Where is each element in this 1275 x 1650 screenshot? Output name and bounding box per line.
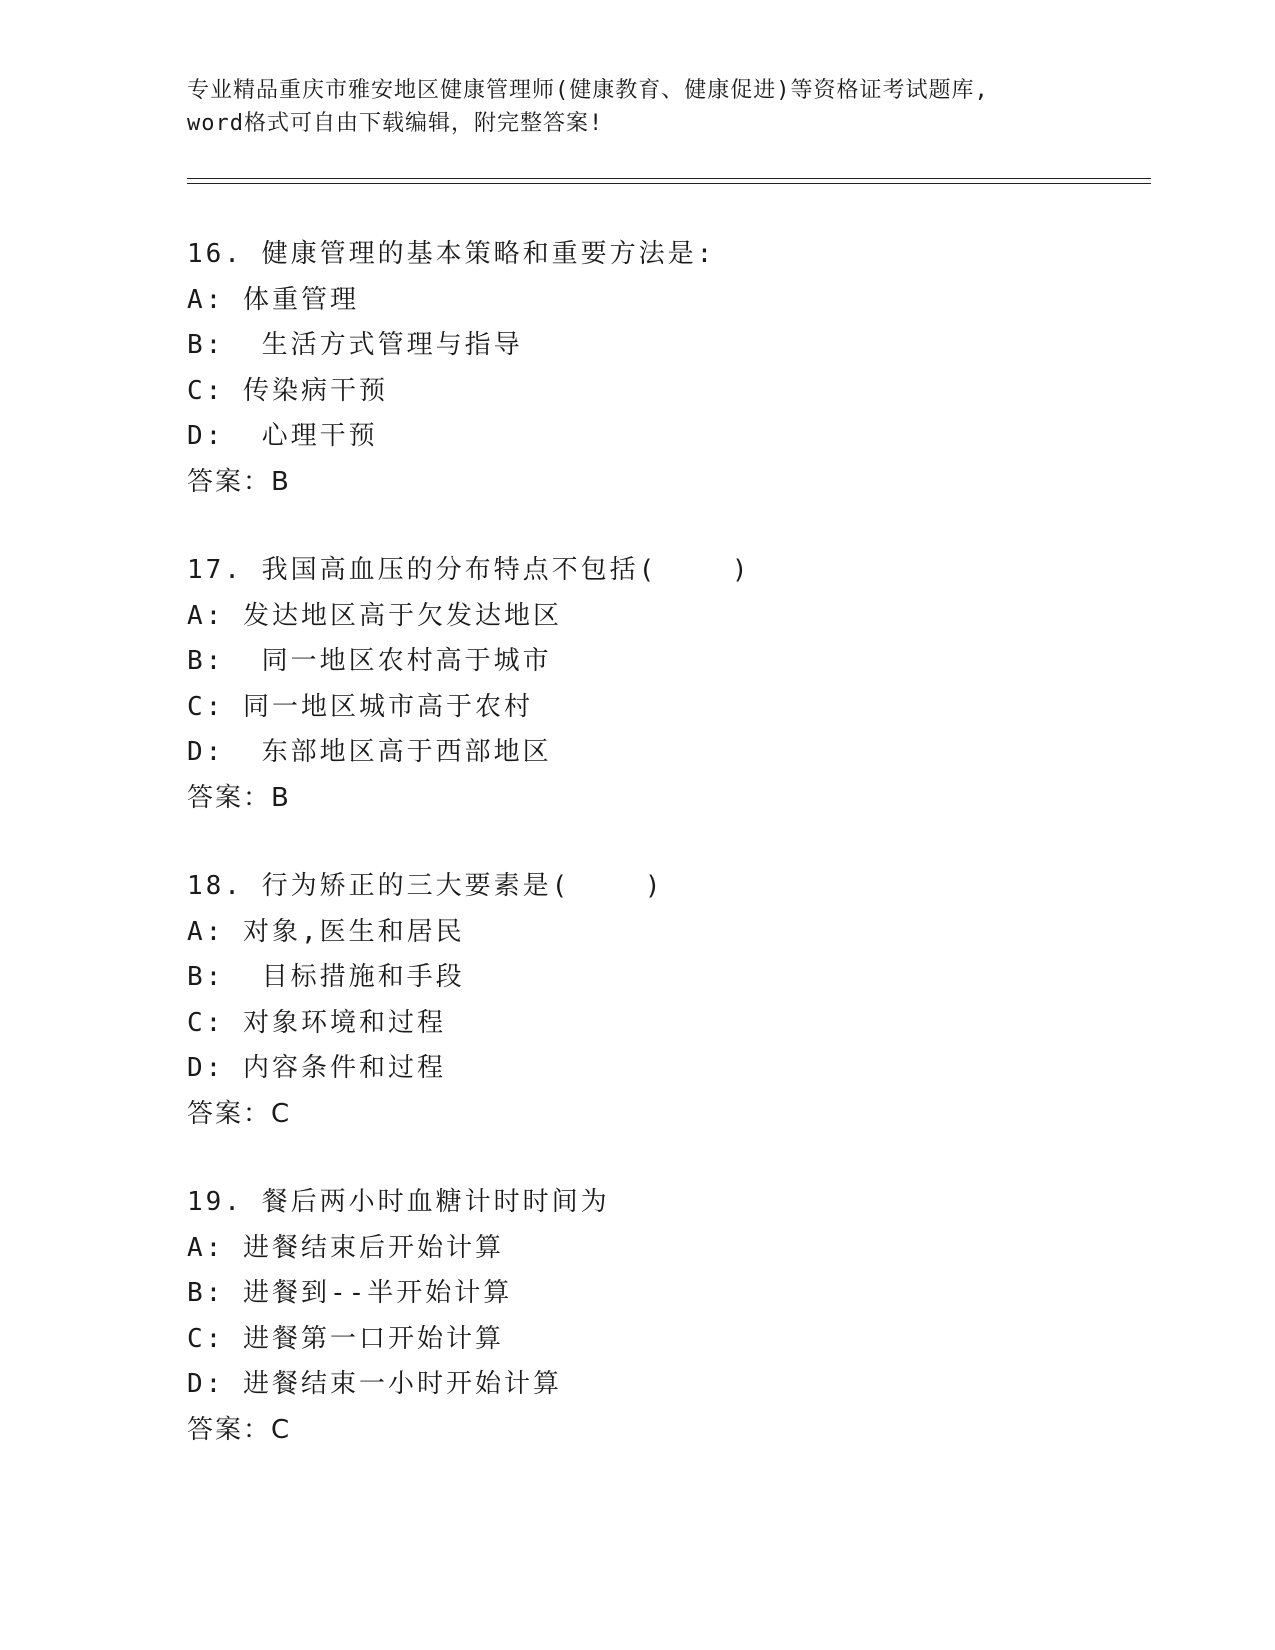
header-line-2: word格式可自由下载编辑，附完整答案! — [187, 111, 604, 136]
question-stem: 19. 餐后两小时血糖计时时间为 — [187, 1187, 610, 1217]
option-d: D: 内容条件和过程 — [187, 1053, 446, 1083]
option-d: D: 心理干预 — [187, 421, 378, 451]
option-c: C: 传染病干预 — [187, 375, 388, 406]
question-stem: 17. 我国高血压的分布特点不包括( ) — [187, 555, 751, 585]
option-c: C: 进餐第一口开始计算 — [187, 1323, 504, 1354]
question-16 — [187, 232, 1147, 505]
header-divider-top — [187, 178, 1151, 179]
answer-line: 答案：C — [187, 1098, 292, 1129]
option-b: B: 同一地区农村高于城市 — [187, 646, 552, 676]
option-a: A: 发达地区高于欠发达地区 — [187, 600, 562, 631]
option-b: B: 生活方式管理与指导 — [187, 330, 523, 360]
option-a: A: 体重管理 — [187, 284, 359, 315]
option-c: C: 同一地区城市高于农村 — [187, 691, 533, 722]
option-d: D: 东部地区高于西部地区 — [187, 737, 552, 767]
question-stem: 16. 健康管理的基本策略和重要方法是: — [187, 239, 716, 269]
option-a: A: 进餐结束后开始计算 — [187, 1232, 504, 1263]
header-divider-bottom — [187, 183, 1151, 184]
option-b: B: 目标措施和手段 — [187, 962, 465, 992]
answer-line: 答案：C — [187, 1414, 292, 1445]
question-18 — [187, 864, 1147, 1137]
option-c: C: 对象环境和过程 — [187, 1007, 446, 1038]
option-d: D: 进餐结束一小时开始计算 — [187, 1369, 562, 1399]
option-b: B: 进餐到--半开始计算 — [187, 1278, 513, 1308]
question-19 — [187, 1180, 1147, 1453]
answer-line: 答案：B — [187, 782, 291, 813]
question-stem: 18. 行为矫正的三大要素是( ) — [187, 871, 664, 901]
question-17 — [187, 548, 1147, 821]
document-header — [187, 74, 1087, 140]
answer-line: 答案：B — [187, 466, 291, 497]
header-line-1: 专业精品重庆市雅安地区健康管理师(健康教育、健康促进)等资格证考试题库, — [187, 78, 989, 103]
option-a: A: 对象,医生和居民 — [187, 916, 465, 947]
